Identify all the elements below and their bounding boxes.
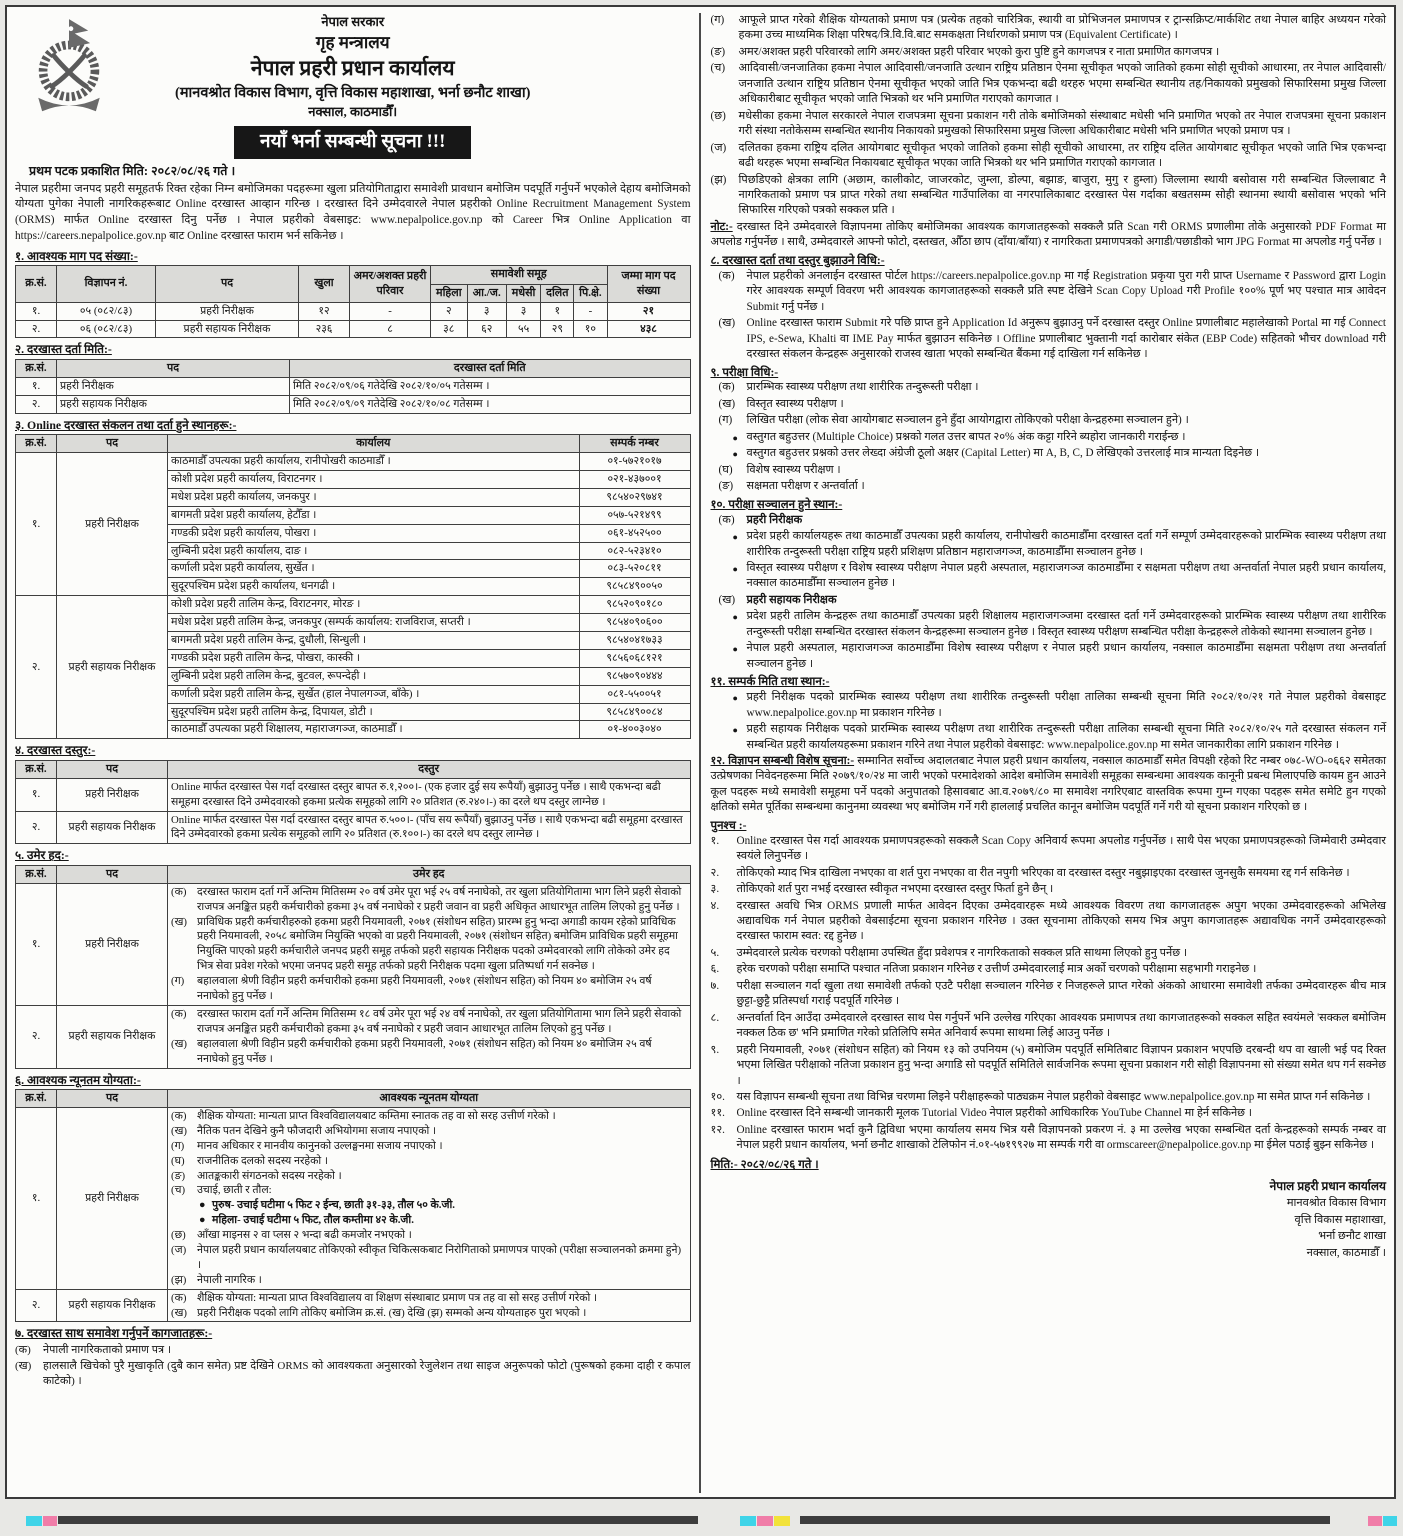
yellow-mark (774, 1516, 790, 1526)
dark-bar (58, 1516, 698, 1524)
table-row: बागमती प्रदेश प्रहरी तालिम केन्द्र, दुधौली, सिन्धुली । ९८५४०४१७३३ (16, 632, 691, 650)
table-row: २. प्रहरी सहायक निरीक्षक मिति २०८२/०९/०९ गतेदेखि २०८२/१०/०८ गतेसम्म । (16, 395, 691, 413)
published-date: प्रथम पटक प्रकाशित मिति: २०८२/०८/२६ गते । (29, 163, 236, 178)
document-item: (ङ) अमर/अशक्त प्रहरी परिवारको लागि अमर/अशक्त प्रहरी परिवार भएको कुरा पुष्टि हुने कागजपत्र र नाता प्रमाणित कागजपत्र । (710, 45, 1220, 58)
table-row: २. प्रहरी सहायक निरीक्षक (क) शैक्षिक योग्यता: मान्यता प्राप्त विश्वविद्यालय वा शिक्षण संस्थाबाट प्रमाण पत्र तह वा सो सरह उत्तीर्ण गरेको । (ख) प्रहरी निरीक्षक पदको लागि तोकिए बमोजिम क्र.सं. (ख) देखि (झ) सम्मको अन्य योग्यताहरु पुरा भएको । (16, 1289, 691, 1322)
bullet-icon: ● (732, 432, 738, 443)
bullet-icon: ● (732, 725, 738, 736)
table-row: १. प्रहरी निरीक्षक Online मार्फत दरखास्त पेस गर्दा दरखास्त दस्तुर बापत रु.१,२००।- (एक हजार दुई सय रूपैयाँ) बुझाउनु पर्नेछ । साथै एकभन्दा बढी समूहमा दरखास्त दिने उम्मेदवारको हकमा प्रत्येक समूहको लागि २० प्रतिशत (रु.२४०।-) का दरले थप दस्तुर लाग्नेछ । (16, 778, 691, 811)
section1-title: १. आवश्यक माग पद संख्या:- (15, 249, 138, 264)
section6-title: ६. आवश्यक न्यूनतम योग्यता:- (15, 1072, 141, 1087)
bullet-icon: ● (732, 449, 738, 460)
bullet-icon: ● (732, 564, 738, 574)
bullet-item: ● प्रदेश प्रहरी तालिम केन्द्रहरू तथा काठमाडौँ उपत्यका प्रहरी शिक्षालय महाराजगञ्जमा दरखास्त दर्ता गर्ने उम्मेदवारहरूको प्रारम्भिक स्वास्थ्य परीक्षण तथा शारीरिक तन्दुरूस्ती परीक्षा सम्बन्धित दरखास्त संकलन केन्द्रहरूमा सञ्चालन हुनेछ । विस्तृत स्वास्थ्य परीक्षण सम्बन्धित परीक्षा केन्द्रहरूले तोकेको स्थानमा सञ्चालन हुनेछ । (733, 609, 1387, 640)
numbered-item: ६. हरेक चरणको परीक्षा समाप्ति पश्चात नतिजा प्रकाशन गरिनेछ र उत्तीर्ण उम्मेदवारलाई मात्र अर्को चरणको परीक्षामा सहभागी गराइनेछ । (710, 963, 1257, 976)
signature-office: नेपाल प्रहरी प्रधान कार्यालय (1269, 1178, 1386, 1193)
department-line: (मानवश्रोत विकास विभाग, वृत्ति विकास महाशाखा, भर्ना छनौट शाखा) (175, 85, 531, 102)
numbered-item: ८. अन्तर्वार्ता दिन आउँदा उम्मेदवारले दरखास्त साथ पेस गर्नुपर्ने भनि उल्लेख गरिएका आवश्यक प्रमाणपत्र तथा कागजातहरूको सक्कल सहित स्वयंमले 'सक्कल बमोजिम नक्कल ठिक छ' भनि प्रमाणित गरेको प्रतिलिपि समेत अनिवार्य रूपमा साथमा लिई आउनु पर्नेछ । (710, 1011, 1386, 1040)
pink-mark (43, 1516, 57, 1526)
bullet-item: ● वस्तुगत बहुउत्तर प्रश्नको उत्तर लेख्दा अंग्रेजी ठूलो अक्षर (Capital Letter) मा A, B, C, D लेखिएको उत्तरलाई मात्र मान्यता दिइनेछ । (733, 446, 1387, 461)
notice-banner: नयाँ भर्ना सम्बन्धी सूचना !!! (234, 126, 471, 158)
cyan-mark (1383, 1516, 1397, 1526)
table-row: १. प्रहरी निरीक्षक मिति २०८२/०९/०६ गतेदेखि २०८२/१०/०५ गतेसम्म । (16, 377, 691, 395)
bullet-item: ● प्रहरी निरीक्षक पदको प्रारम्भिक स्वास्थ्य परीक्षण तथा शारीरिक तन्दुरूस्ती परीक्षा तालिका सम्बन्धी सूचना मिति २०८२/१०/२१ गते नेपाल प्रहरीको वेबसाइट www.nepalpolice.gov.np मा प्रकाशन गरिनेछ । (733, 690, 1387, 721)
list-item: (ख) विस्तृत स्वास्थ्य परीक्षण । (718, 397, 844, 410)
cyan-mark (26, 1516, 42, 1526)
section5-title: ५. उमेर हद:- (15, 848, 69, 863)
table-row: काठमाडौँ उपत्यका प्रहरी शिक्षालय, महाराजगञ्ज, काठमाडौँ । ०१-४००३०४० (16, 721, 691, 739)
nepal-police-emblem-icon (21, 15, 117, 123)
table-subheader-row: महिला आ./ज. मधेसी दलित पि.क्षे. (16, 284, 691, 302)
numbered-item: १०. यस विज्ञापन सम्बन्धी सूचना तथा विभिन्न चरणमा लिइने परीक्षाहरूको पाठ्यक्रम नेपाल प्रहरीको वेबसाइट www.nepalpolice.gov.np मा समेत प्राप्त गर्न सकिनेछ । (710, 1091, 1371, 1104)
table-header-row: क्र.सं. विज्ञापन नं. पद खुला अमर/अशक्त प्रहरी परिवार समावेशी समूह जम्मा माग पद संख्या (16, 266, 691, 284)
section8-title: ८. दरखास्त दर्ता तथा दस्तुर बुझाउने विधि:- (710, 253, 885, 267)
bullet-icon: ● (199, 1199, 206, 1212)
bullet-icon: ● (732, 532, 738, 543)
section7-title: ७. दरखास्त साथ समावेश गर्नुपर्ने कागजातहरू:- (15, 1326, 213, 1341)
table-row: १. प्रहरी निरीक्षक काठमाडौँ उपत्यका प्रहरी कार्यालय, रानीपोखरी काठमाडौँ । ०१-५७२१०१७ (16, 453, 691, 471)
table-header-row: क्र.सं. पद कार्यालय सम्पर्क नम्बर (16, 434, 691, 452)
dark-bar (800, 1516, 1330, 1524)
section2-title: २. दरखास्त दर्ता मिति:- (15, 342, 112, 357)
document-item: (च) आदिवासी/जनजातिका हकमा नेपाल आदिवासी/जनजाति उत्थान राष्ट्रिय प्रतिष्ठान ऐनमा सूचीकृत भएको जातिको हकमा सोही सूचीको आधारमा, तर नेपाल आदिवासी/जनजाति उत्थान राष्ट्रिय प्रतिष्ठान ऐनमा सूचीकृत भएको जाति भित्र एकभन्दा बढी थरहरु भएमा सम्बन्धित स्थानीय तह/निकायको प्रमुखको सिफारिसमा प्रमुख जिल्ला अधिकारीबाट सूचीकृत भएको जाति भित्रको थर भनि प्रमाणित गराएको कागजात । (710, 62, 1386, 106)
table-row: कोशी प्रदेश प्रहरी कार्यालय, विराटनगर । ०२१-४३७००१ (16, 471, 691, 489)
notice-document (5, 5, 1396, 1499)
numbered-item: ५. उम्मेदवारले प्रत्येक चरणको परीक्षामा उपस्थित हुँदा प्रवेशपत्र र नागरिकताको सक्कल प्रति साथमा लिएको हुनु पर्नेछ । (710, 946, 1188, 959)
notice-date-line: मिति:- २०८२/०८/२६ गते । (710, 1157, 819, 1171)
numbered-item: ३. तोकिएको शर्त पुरा नभई दरखास्त स्वीकृत नभएमा दरखास्त दस्तुर फिर्ता हुने छैन् । (710, 883, 1054, 896)
bullet-item: ● नेपाल प्रहरी अस्पताल, महाराजगञ्ज काठमाडौँमा विशेष स्वास्थ्य परीक्षण र नेपाल प्रहरी प्रधान कार्यालय, नक्साल काठमाडौँमा सक्षमता परीक्षण तथा अन्तर्वार्ता सञ्चालन हुनेछ । (733, 641, 1387, 672)
bullet-item: ● विस्तृत स्वास्थ्य परीक्षण र विशेष स्वास्थ्य परीक्षण नेपाल प्रहरी अस्पताल, महाराजगञ्ज काठमाडौँमा र सक्षमता परीक्षण तथा अन्तर्वार्ता नेपाल प्रहरी प्रधान कार्यालय, नक्साल काठमाडौँमा सञ्चालन हुनेछ । (733, 561, 1387, 592)
intro-paragraph: नेपाल प्रहरीमा जनपद प्रहरी समूहतर्फ रिक्त रहेका निम्न बमोजिमका पदहरूमा खुला प्रतियोगिताद्वारा समावेशी प्रावधान बमोजिम पदपूर्ति गर्नुपर्ने भएकोले देहाय बमोजिमको योग्यता पुगेका नेपाली नागरिकहरूबाट Online दरखास्त आव्हान गरिन्छ । दरखास्त दिने उम्मेदवारले नेपाल प्रहरीको Online Recruitment Management System (ORMS) मार्फत Online दरखास्त दिनु पर्नेछ । नेपाल प्रहरीको वेबसाइट: www.nepalpolice.gov.np को Career भित्र Online Application वा https://careers.nepalpolice.gov.np बाट Online दरखास्त फाराम भर्न सकिनेछ । (15, 182, 691, 242)
table-header-row: क्र.सं. पद दस्तुर (16, 760, 691, 778)
fees-table (15, 760, 691, 845)
signature-block (711, 1177, 1387, 1262)
table-row: २. प्रहरी सहायक निरीक्षक Online मार्फत दरखास्त पेस गर्दा दरखास्त दस्तुर बापत रु.५००।- (पाँच सय रूपैयाँ) बुझाउनु पर्नेछ । साथै एकभन्दा बढी समूहमा दरखास्त दिने उम्मेदवारको हकमा प्रत्येक समूहको लागि २० प्रतिशत (रु.१००।-) का दरले थप दस्तुर लाग्नेछ । (16, 811, 691, 844)
numbered-item: २. तोकिएको म्याद भित्र दाखिला नभएका वा शर्त पुरा नभएका वा रीत नपुगी भरिएका वा दरखास्त दस्तुर नबुझाइएका दरखास्त जुनसुकै समयमा रद्द गर्न सकिनेछ । (710, 866, 1350, 879)
table-row: कर्णाली प्रदेश प्रहरी तालिम केन्द्र, सुर्खेत (हाल नेपालगञ्ज, बाँके) । ०८१-५५००५१ (16, 685, 691, 703)
vacancy-table (15, 265, 691, 338)
section12-paragraph: १२. विज्ञापन सम्बन्धी विशेष सूचना:- सम्मानित सर्वोच्च अदालतबाट नेपाल प्रहरी प्रधान कार्यालय, नक्साल काठमाडौँ समेत विपक्षी रहेको रिट नम्बर ०७८-WO-०६६२ समेतका उत्प्रेषणका निवेदनहरूमा मिति २०७९/१०/२४ मा जारी भएको परमादेशको आदेश बमोजिम समावेशी समूहका सम्बन्धमा आवश्यक कानूनी प्रबन्ध मिलाएपछि कायम हुन आउने कूल पदहरू मध्ये समावेशी समूहमा पर्ने पदको अनुपातको हिसावबाट आ.व.२०७९/८० मा समावेश नगरिएबाट वास्तविक रूपमा गुम्न गएका पदहरू समेत समेटि हुन गएको क्षतिको समेत पूर्तिका सम्बन्धमा कानुनमा व्यवस्था भए बमोजिम गर्ने गरी हाललाई प्रचलित कानून बमोजिम पदपूर्ति गर्ने गरी यो सूचना प्रकाशन गरिएको छ । (710, 754, 1387, 814)
list-item: (घ) विशेष स्वास्थ्य परीक्षण । (718, 463, 841, 476)
table-row: लुम्बिनी प्रदेश प्रहरी कार्यालय, दाङ । ०८२-५२३४१० (16, 542, 691, 560)
table-header-row: क्र.सं. पद आवश्यक न्यूनतम योग्यता (16, 1089, 691, 1107)
table-row: १. ०५ (०८२/८३) प्रहरी निरीक्षक १२ - २ ३ ३ १ - २१ (16, 302, 691, 320)
list-item: (ख) हालसालै खिचेको पुरै मुखाकृति (दुबै कान समेत) प्रष्ट देखिने ORMS को आवश्यकता अनुसारको रेजुलेशन तथा साइज अनुरूपको फोटो (पुरूषको हकमा दाही र कपाल काटेको) । (15, 1359, 691, 1388)
pink-mark (757, 1516, 773, 1526)
section3-title: ३. Online दरखास्त संकलन तथा दर्ता हुने स्थानहरू:- (15, 417, 237, 432)
table-row: सुदूरपश्चिम प्रदेश प्रहरी तालिम केन्द्र, दिपायल, डोटी । ९८५८४९००८४ (16, 703, 691, 721)
note-paragraph: नोट:- दरखास्त दिने उम्मेदवारले विज्ञापनमा तोकिए बमोजिमका आवश्यक कागजातहरूको सक्कलै प्रति Scan गरी ORMS प्रणालीमा तोके अनुसारको PDF Format मा अपलोड गर्नुपर्नेछ । साथै, उम्मेदवारले आफ्नो फोटो, दस्तखत, औँठा छाप (दाँया/बाँया) र नागरिकता प्रमाणपत्रको अगाडी/पछाडीको भाग JPG Format मा अपलोड गर्नु पर्नेछ । (710, 220, 1387, 249)
table-header-row: क्र.सं. पद उमेर हद (16, 865, 691, 883)
table-row: कर्णाली प्रदेश प्रहरी कार्यालय, सुर्खेत । ०८३-५२०८११ (16, 560, 691, 578)
bullet-icon: ● (732, 644, 738, 655)
section9-title: ९. परीक्षा विधि:- (710, 365, 779, 379)
registration-dates-table (15, 359, 691, 414)
table-row: १. प्रहरी निरीक्षक (क) दरखास्त फाराम दर्ता गर्ने अन्तिम मितिसम्म २० वर्ष उमेर पूरा भई २५ वर्ष ननाघेको, तर खुला प्रतियोगितामा भाग लिने प्रहरी सेवाको राजपत्र अनङ्कित प्रहरी कर्मचारीको हकमा ३५ वर्ष ननाघेको र प्रहरी जवान वा प्रहरी अधिकृत आधारभूत तालिम लिएको हुनु पर्नेछ । (ख) प्राविधिक प्रहरी कर्मचारीहरुको हकमा प्रहरी नियमावली, २०७१ (संशोधन सहित) प्रारम्भ हुनु भन्दा अगाडी कायम रहेको प्राविधिक प्रहरी नियमावली, २०५८ बमोजिम नियुक्ति भएको वा प्रहरी नियमावली, २०७१ (संशोधन सहित) बमोजिम प्राविधिक प्रहरी समूहमा नियुक्ति पाएको प्रहरी कर्मचारीले जनपद प्रहरी समूह तर्फको प्रहरी सहायक निरीक्षक पदको उम्मेदवारको लागि तोकेको उमेर हद भित्र सेवा प्रवेश गरेको भएमा जनपद प्रहरी समूह तर्फको प्रहरी निरीक्षक पदमा खुला प्रतिष्पर्धा गर्न सक्नेछ । (ग) बहालवाला श्रेणी विहीन प्रहरी कर्मचारीको हकमा प्रहरी नियमावली, २०७१ (संशोधन सहित) को नियम ४० बमोजिम २५ वर्ष ननाघेको हुनु पर्नेछ । (16, 883, 691, 1005)
table-row: मधेश प्रदेश प्रहरी तालिम केन्द्र, जनकपुर (सम्पर्क कार्यालय: राजविराज, सप्तरी । ९८५४०९०६०० (16, 614, 691, 632)
document-item: (ग) आफूले प्राप्त गरेको शैक्षिक योग्यताको प्रमाण पत्र (प्रत्येक तहको चारित्रिक, स्थायी वा प्रोभिजनल प्रमाणपत्र र ट्रान्सक्रिप्ट/मार्कशिट तथा नेपाल बाहिर अध्ययन गरेको हकमा उच्च माध्यमिक शिक्षा परिषद/त्रि.वि.वि.बाट समकक्षता निर्धारणको प्रमाण पत्र (Equivalent Certificate) । (710, 14, 1386, 42)
bullet-icon: ● (732, 693, 738, 704)
numbered-item: १. Online दरखास्त पेस गर्दा आवश्यक प्रमाणपत्रहरूको सक्कलै Scan Copy अनिवार्य रूपमा अपलोड गर्नुपर्नेछ । साथै पेस भएका प्रमाणपत्रहरूको जिम्मेवारी उम्मेदवार स्वयंले लिनुपर्नेछ । (710, 834, 1386, 863)
table-row: गण्डकी प्रदेश प्रहरी कार्यालय, पोखरा । ०६१-४५२५०० (16, 524, 691, 542)
collection-centers-table (15, 434, 691, 739)
table-row: २. प्रहरी सहायक निरीक्षक कोशी प्रदेश प्रहरी तालिम केन्द्र, विराटनगर, मोरङ । ९८५२०९०१८० (16, 596, 691, 614)
table-row: २. ०६ (०८२/८३) प्रहरी सहायक निरीक्षक २३६ ८ ३८ ६२ ५५ २९ १० ४३८ (16, 320, 691, 338)
list-item: (ङ) सक्षमता परीक्षण र अन्तर्वार्ता । (718, 480, 865, 493)
bullet-item: ● प्रदेश प्रहरी कार्यालयहरू तथा काठमाडौँ उपत्यका प्रहरी कार्यालय, रानीपोखरी काठमाडौँमा दरखास्त दर्ता गर्ने सम्पूर्ण उम्मेदवारहरूको प्रारम्भिक स्वास्थ्य परीक्षण तथा शारीरिक तन्दुरूस्ती परीक्षा राष्ट्रिय प्रहरी प्रशिक्षण प्रतिष्ठान महाराजगञ्ज, काठमाडौँमा सञ्चालन हुनेछ । (733, 529, 1387, 560)
signature-line: भर्ना छनौट शाखा (1318, 1230, 1386, 1243)
section11-title: ११. सम्पर्क मिति तथा स्थान:- (710, 675, 830, 689)
pink-mark (1368, 1516, 1382, 1526)
office-title: नेपाल प्रहरी प्रधान कार्यालय (250, 56, 455, 81)
bullet-item: ● वस्तुगत बहुउत्तर (Multiple Choice) प्रश्नको गलत उत्तर बापत २०% अंक कट्टा गरिने ब्यहोरा जानकारी गराईन्छ । (733, 430, 1387, 445)
signature-line: नक्साल, काठमाडौँ । (1306, 1247, 1386, 1260)
government-line: नेपाल सरकार (321, 14, 385, 29)
table-row: सुदूरपश्चिम प्रदेश प्रहरी कार्यालय, धनगढी । ९८५८४९००५० (16, 578, 691, 596)
group-label: (क) प्रहरी निरीक्षक (718, 513, 803, 526)
table-row: गण्डकी प्रदेश प्रहरी तालिम केन्द्र, पोखरा, कास्की । ९८५६०६८१२१ (16, 649, 691, 667)
signature-line: वृत्ति विकास महाशाखा, (1294, 1213, 1386, 1226)
cyan-mark (740, 1516, 756, 1526)
table-row: मधेश प्रदेश प्रहरी कार्यालय, जनकपुर । ९८५४०२९७४१ (16, 488, 691, 506)
section4-title: ४. दरखास्त दस्तुर:- (15, 743, 96, 758)
qualification-table (15, 1089, 691, 1323)
document-item: (छ) मधेसीका हकमा नेपाल सरकारले नेपाल राजपत्रमा सूचना प्रकाशन गरी तोके बमोजिमको संस्थाबाट मधेसी भनि प्रमाणित भएको तर नेपाल राजपत्रमा सूचना प्रकाशन गरी संस्था नतोकेसम्म सम्बन्धित स्थानीय निकायको प्रमुखको सिफारिसमा प्रमुख जिल्ला अधिकारीबाट मधेसी भनि प्रमाणित भएको प्रमाण पत्र । (710, 109, 1386, 138)
address-line: नक्साल, काठमाडौँ। (308, 104, 398, 120)
bullet-icon: ● (199, 1214, 206, 1227)
bullet-item: ● प्रहरी सहायक निरीक्षक पदको प्रारम्भिक स्वास्थ्य परीक्षण तथा शारीरिक तन्दुरूस्ती परीक्षा तालिका सम्बन्धी सूचना मिति २०८२/१०/२५ गते दरखास्त संकलन गर्ने सम्बन्धित प्रहरी कार्यालयहरूमा प्रकाशन गरिने तथा नेपाल प्रहरीको वेबसाइट: www.nepalpolice.gov.np मा समेत जानकारीका लागि प्रकाशन गरिनेछ । (733, 722, 1387, 753)
list-item: (ख) Online दरखास्त फाराम Submit गरे पछि प्राप्त हुने Application Id अनुरूप बुझाउनु पर्ने दरखास्त दस्तुर Online प्रणालीबाट महालेखाको Portal मा गई Connect IPS, e-Sewa, Khalti वा IME Pay मार्फत बुझाउन सकिनेछ । Offline प्रणालीबाट भुक्तानी गर्दा कारोबार संकेत (EBP Code) सहितको भौचर download गरी दरखास्त संकलन केन्द्रहरू अनुसारको राजस्व खाता भएको सम्बन्धित बैंकमा गई दाखिला गर्न सकिनेछ । (718, 317, 1386, 361)
document-item: (झ) पिछडिएको क्षेत्रका लागि (अछाम, कालीकोट, जाजरकोट, जुम्ला, डोल्पा, बझाङ, बाजुरा, मुगु र हुम्ला) जिल्लामा स्थायी बसोवास गरी सम्बन्धित जिल्लाबाट नै नागरिकताको प्रमाण पत्र प्राप्त गरेको तथा सम्बन्धित गाउँपालिका वा नगरपालिकाबाट दरखास्त पेस गर्दाका बखतसम्म सोही स्थानमा स्थायी बसोवास भएको भनि सिफारिस गरिएको पत्रको सक्कल प्रति । (710, 173, 1386, 217)
left-column (15, 13, 699, 1493)
numbered-item: ४. दरखास्त अवधि भित्र ORMS प्रणाली मार्फत आवेदन दिएका उम्मेदवारहरू मध्ये आवश्यक विवरण तथा कागजातहरू अपुग भएका उम्मेदवारहरूको अभिलेख अद्यावधिक गर्न नेपाल प्रहरीको वेबसाईटमा सूचना प्रकाशन गरिनेछ । उक्त सूचनामा तोकिएको समय भित्र अपुग कागजातहरू अद्यावधिक नगर्ने उम्मेदवारहरूको दरखास्त फाराम स्वत: रद्द हुनेछ । (710, 899, 1386, 943)
document-item: (ज) दलितका हकमा राष्ट्रिय दलित आयोगबाट सूचीकृत भएको जातिको हकमा सोही सूचीको आधारमा, तर राष्ट्रिय दलित आयोगबाट सूचीकृत भएको जाति भित्र एकभन्दा बढी थरहरू भएमा सम्बन्धित निकायबाट सूचीकृत भएका जाति भित्रको थर भनि प्रमाणित गराएको कागजात । (710, 141, 1386, 170)
list-item: (क) नेपाली नागरिकताको प्रमाण पत्र । (15, 1343, 171, 1356)
bullet-icon: ● (732, 612, 738, 623)
document-header (15, 13, 691, 180)
table-row: १. प्रहरी निरीक्षक (क) शैक्षिक योग्यता: मान्यता प्राप्त विश्वविद्यालयबाट कम्तिमा स्नातक तह वा सो सरह उत्तीर्ण गरेको । (ख) नैतिक पतन देखिने कुनै फौजदारी अभियोगमा सजाय नपाएको । (ग) मानव अधिकार र मानवीय कानुनको उल्लङ्घनमा सजाय नपाएको । (घ) राजनीतिक दलको सदस्य नरहेको । (ङ) आतङ्ककारी संगठनको सदस्य नरहेको । (च) उचाई, छाती र तौल: ● पुरुष- उचाई घटीमा ५ फिट २ ईन्च, छाती ३१-३३, तौल ५० के.जी. ● महिला- उचाई घटीमा ५ फिट, तौल कम्तीमा ४२ के.जी. (छ) आँखा माइनस २ वा प्लस २ भन्दा बढी कमजोर नभएको । (ज) नेपाल प्रहरी प्रधान कार्यालयबाट तोकिएको स्वीकृत चिकित्सकबाट निरोगिताको प्रमाणपत्र पाएको (परीक्षा सञ्चालनको क्रममा हुने) । (झ) नेपाली नागरिक । (16, 1107, 691, 1289)
group-label: (ख) प्रहरी सहायक निरीक्षक (718, 593, 837, 606)
signature-line: मानवश्रोत विकास विभाग (1286, 1196, 1386, 1209)
numbered-item: ९. प्रहरी नियमावली, २०७१ (संशोधन सहित) को नियम १३ को उपनियम (५) बमोजिम पदपूर्ति समितिबाट विज्ञापन प्रकाशन भएपछि दरबन्दी थप वा खाली भई पद रिक्त भएमा लिखित परीक्षाको नतिजा प्रकाशन हुनु भन्दा अगाडि सो पदपूर्ति समितिले सार्वजनिक रूपमा सूचना प्रकाशन गरी सोही विज्ञापनमा सो संख्या समेत थप गर्न सक्नेछ । (710, 1043, 1386, 1087)
punashcha-label: पुनश्च :- (710, 818, 747, 832)
table-row: २. प्रहरी सहायक निरीक्षक (क) दरखास्त फाराम दर्ता गर्ने अन्तिम मितिसम्म १८ वर्ष उमेर पूरा भई २४ वर्ष ननाघेको, तर खुला प्रतियोगितामा भाग लिने प्रहरी सेवाको राजपत्र अनङ्कित प्रहरी कर्मचारीको हकमा ३५ वर्ष ननाघेको र प्रहरी जवान आधारभूत तालिम लिएको हुनु पर्नेछ । (ख) बहालवाला श्रेणी विहीन प्रहरी कर्मचारीको हकमा प्रहरी नियमावली, २०७१ (संशोधन सहित) को नियम ४० बमोजिम २५ वर्ष ननाघेको हुनु पर्नेछ । (16, 1005, 691, 1068)
numbered-item: ११. Online दरखास्त दिने सम्बन्धी जानकारी मूलक Tutorial Video नेपाल प्रहरीको आधिकारिक YouTube Channel मा हेर्न सकिनेछ । (710, 1107, 1253, 1120)
section10-title: १०. परीक्षा सञ्चालन हुने स्थान:- (710, 497, 843, 511)
ministry-line: गृह मन्त्रालय (315, 32, 390, 52)
list-item: (क) प्रारम्भिक स्वास्थ्य परीक्षण तथा शारीरिक तन्दुरूस्ती परीक्षा । (718, 381, 979, 394)
print-color-marks (0, 1516, 1403, 1528)
right-column (699, 13, 1387, 1493)
numbered-item: ७. परीक्षा सञ्चालन गर्दा खुला तथा समावेशी तर्फको एउटै परीक्षा सञ्चालन गरिनेछ र निजहरूले प्राप्त गरेको अंकको आधारमा समावेशी तर्फका उम्मेदवारहरू बीच मात्र छुट्टा-छुट्टै प्रतिस्पर्धा गराई पदपूर्ति गरिनेछ । (710, 979, 1386, 1008)
list-item: (क) नेपाल प्रहरीको अनलाईन दरखास्त पोर्टल https://careers.nepalpolice.gov.np मा गई Registration प्रकृया पुरा गरी प्राप्त Username र Password द्वारा Login गरेर आवश्यक सम्पूर्ण विवरण भरी आवश्यक कागजातहरूको सक्कलै प्रति स्पष्ट देखिने Scan Copy Upload गरी Profile १००% पूर्ण भए पश्चात मात्र आवेदन Submit गर्नु पर्नेछ । (718, 269, 1386, 313)
table-row: बागमती प्रदेश प्रहरी कार्यालय, हेटौँडा । ०५७-५२१४९९ (16, 506, 691, 524)
table-row: लुम्बिनी प्रदेश प्रहरी तालिम केन्द्र, बुटवल, रूपन्देही । ९८५७०९०४४४ (16, 667, 691, 685)
age-limit-table (15, 865, 691, 1069)
numbered-item: १२. Online दरखास्त फाराम भर्दा कुनै द्विविधा भएमा कार्यालय समय भित्र यसै विज्ञापनको प्रकरण नं. ३ मा उल्लेख भएका सम्बन्धित दर्ता केन्द्रहरूको सम्पर्क नम्बर वा नेपाल प्रहरी प्रधान कार्यालय, भर्ना छनौट शाखाको टेलिफोन नं.०१-५७१९९२७ मा सम्पर्क गरी वा ormscareer@nepalpolice.gov.np मा ईमेल पठाई बुझ्न सकिनेछ । (710, 1123, 1386, 1152)
table-header-row: क्र.सं. पद दरखास्त दर्ता मिति (16, 359, 691, 377)
list-item: (ग) लिखित परीक्षा (लोक सेवा आयोगबाट सञ्चालन हुने हुँदा आयोगद्वारा तोकिएको परीक्षा केन्द्रहरुमा सञ्चालन हुने) । (718, 414, 1189, 427)
